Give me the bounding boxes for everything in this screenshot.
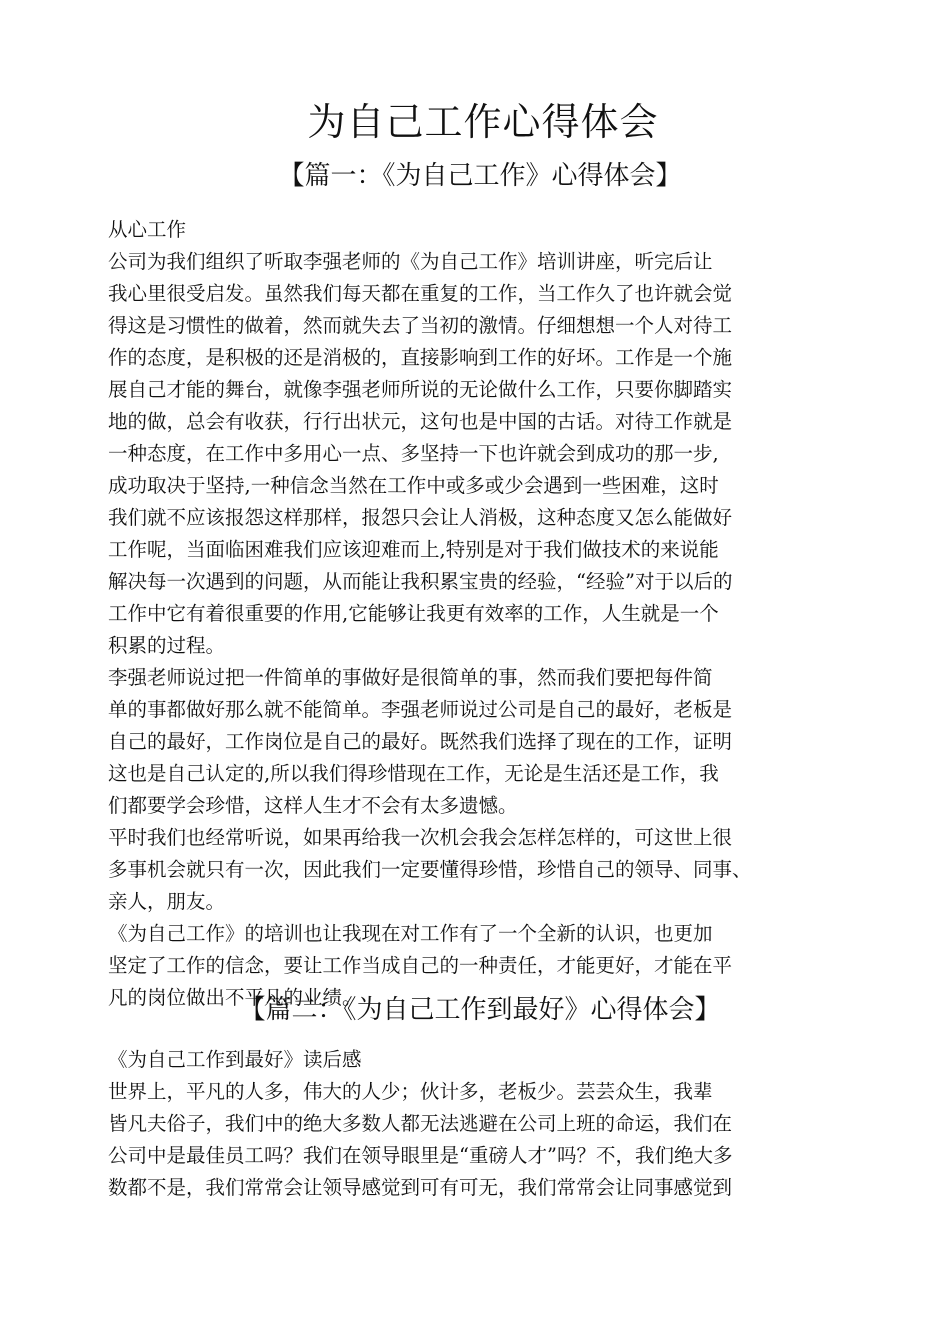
text-line: 《为自己工作》的培训也让我现在对工作有了一个全新的认识，也更加 [108,922,713,945]
text-line: 坚定了工作的信念，要让工作当成自己的一种责任，才能更好，才能在平 [108,954,733,977]
text-line: 皆凡夫俗子，我们中的绝大多数人都无法逃避在公司上班的命运，我们在 [108,1112,733,1135]
text-line: 展自己才能的舞台，就像李强老师所说的无论做什么工作，只要你脚踏实 [108,378,733,401]
text-line: 一种态度，在工作中多用心一点、多坚持一下也许就会到成功的那一步, [108,442,719,465]
section-1-body [108,214,868,1014]
text-line: 解决每一次遇到的问题，从而能让我积累宝贵的经验，“经验”对于以后的 [108,570,733,593]
section-2-body [108,1044,868,1204]
text-line: 从心工作 [108,218,187,241]
text-line: 作的态度，是积极的还是消极的，直接影响到工作的好坏。工作是一个施 [108,346,733,369]
text-line: 李强老师说过把一件简单的事做好是很简单的事，然而我们要把每件简 [108,666,713,689]
text-line: 自己的最好，工作岗位是自己的最好。既然我们选择了现在的工作，证明 [108,730,733,753]
text-line: 凡的岗位做出不平凡的业绩。 [108,986,362,1009]
text-line: 多事机会就只有一次，因此我们一定要懂得珍惜，珍惜自己的领导、同事、 [108,858,752,881]
text-line: 公司为我们组织了听取李强老师的《为自己工作》培训讲座，听完后让 [108,250,713,273]
text-line: 数都不是，我们常常会让领导感觉到可有可无，我们常常会让同事感觉到 [108,1176,733,1199]
text-line: 亲人，朋友。 [108,890,226,913]
text-line: 《为自己工作到最好》读后感 [108,1048,362,1071]
text-line: 地的做，总会有收获，行行出状元，这句也是中国的古话。对待工作就是 [108,410,733,433]
text-line: 公司中是最佳员工吗？我们在领导眼里是“重磅人才”吗？不，我们绝大多 [108,1144,733,1167]
text-line: 成功取决于坚持,一种信念当然在工作中或多或少会遇到一些困难，这时 [108,474,719,497]
text-line: 积累的过程。 [108,634,226,657]
text-line: 工作中它有着很重要的作用,它能够让我更有效率的工作，人生就是一个 [108,602,719,625]
section-heading-2: 【篇二：《为自己工作到最好》心得体会】 [239,995,721,1025]
text-line: 这也是自己认定的,所以我们得珍惜现在工作，无论是生活还是工作，我 [108,762,719,785]
text-line: 们都要学会珍惜，这样人生才不会有太多遗憾。 [108,794,518,817]
text-line: 得这是习惯性的做着，然而就失去了当初的激情。仔细想想一个人对待工 [108,314,733,337]
document-title: 为自己工作心得体会 [307,100,659,144]
text-line: 工作呢，当面临困难我们应该迎难而上,特别是对于我们做技术的来说能 [108,538,719,561]
text-line: 世界上，平凡的人多，伟大的人少；伙计多，老板少。芸芸众生，我辈 [108,1080,713,1103]
text-line: 平时我们也经常听说，如果再给我一次机会我会怎样怎样的，可这世上很 [108,826,733,849]
text-line: 我心里很受启发。虽然我们每天都在重复的工作，当工作久了也许就会觉 [108,282,733,305]
section-heading-1: 【篇一：《为自己工作》心得体会】 [278,161,682,191]
text-line: 我们就不应该报怨这样那样，报怨只会让人消极，这种态度又怎么能做好 [108,506,733,529]
text-line: 单的事都做好那么就不能简单。李强老师说过公司是自己的最好，老板是 [108,698,733,721]
